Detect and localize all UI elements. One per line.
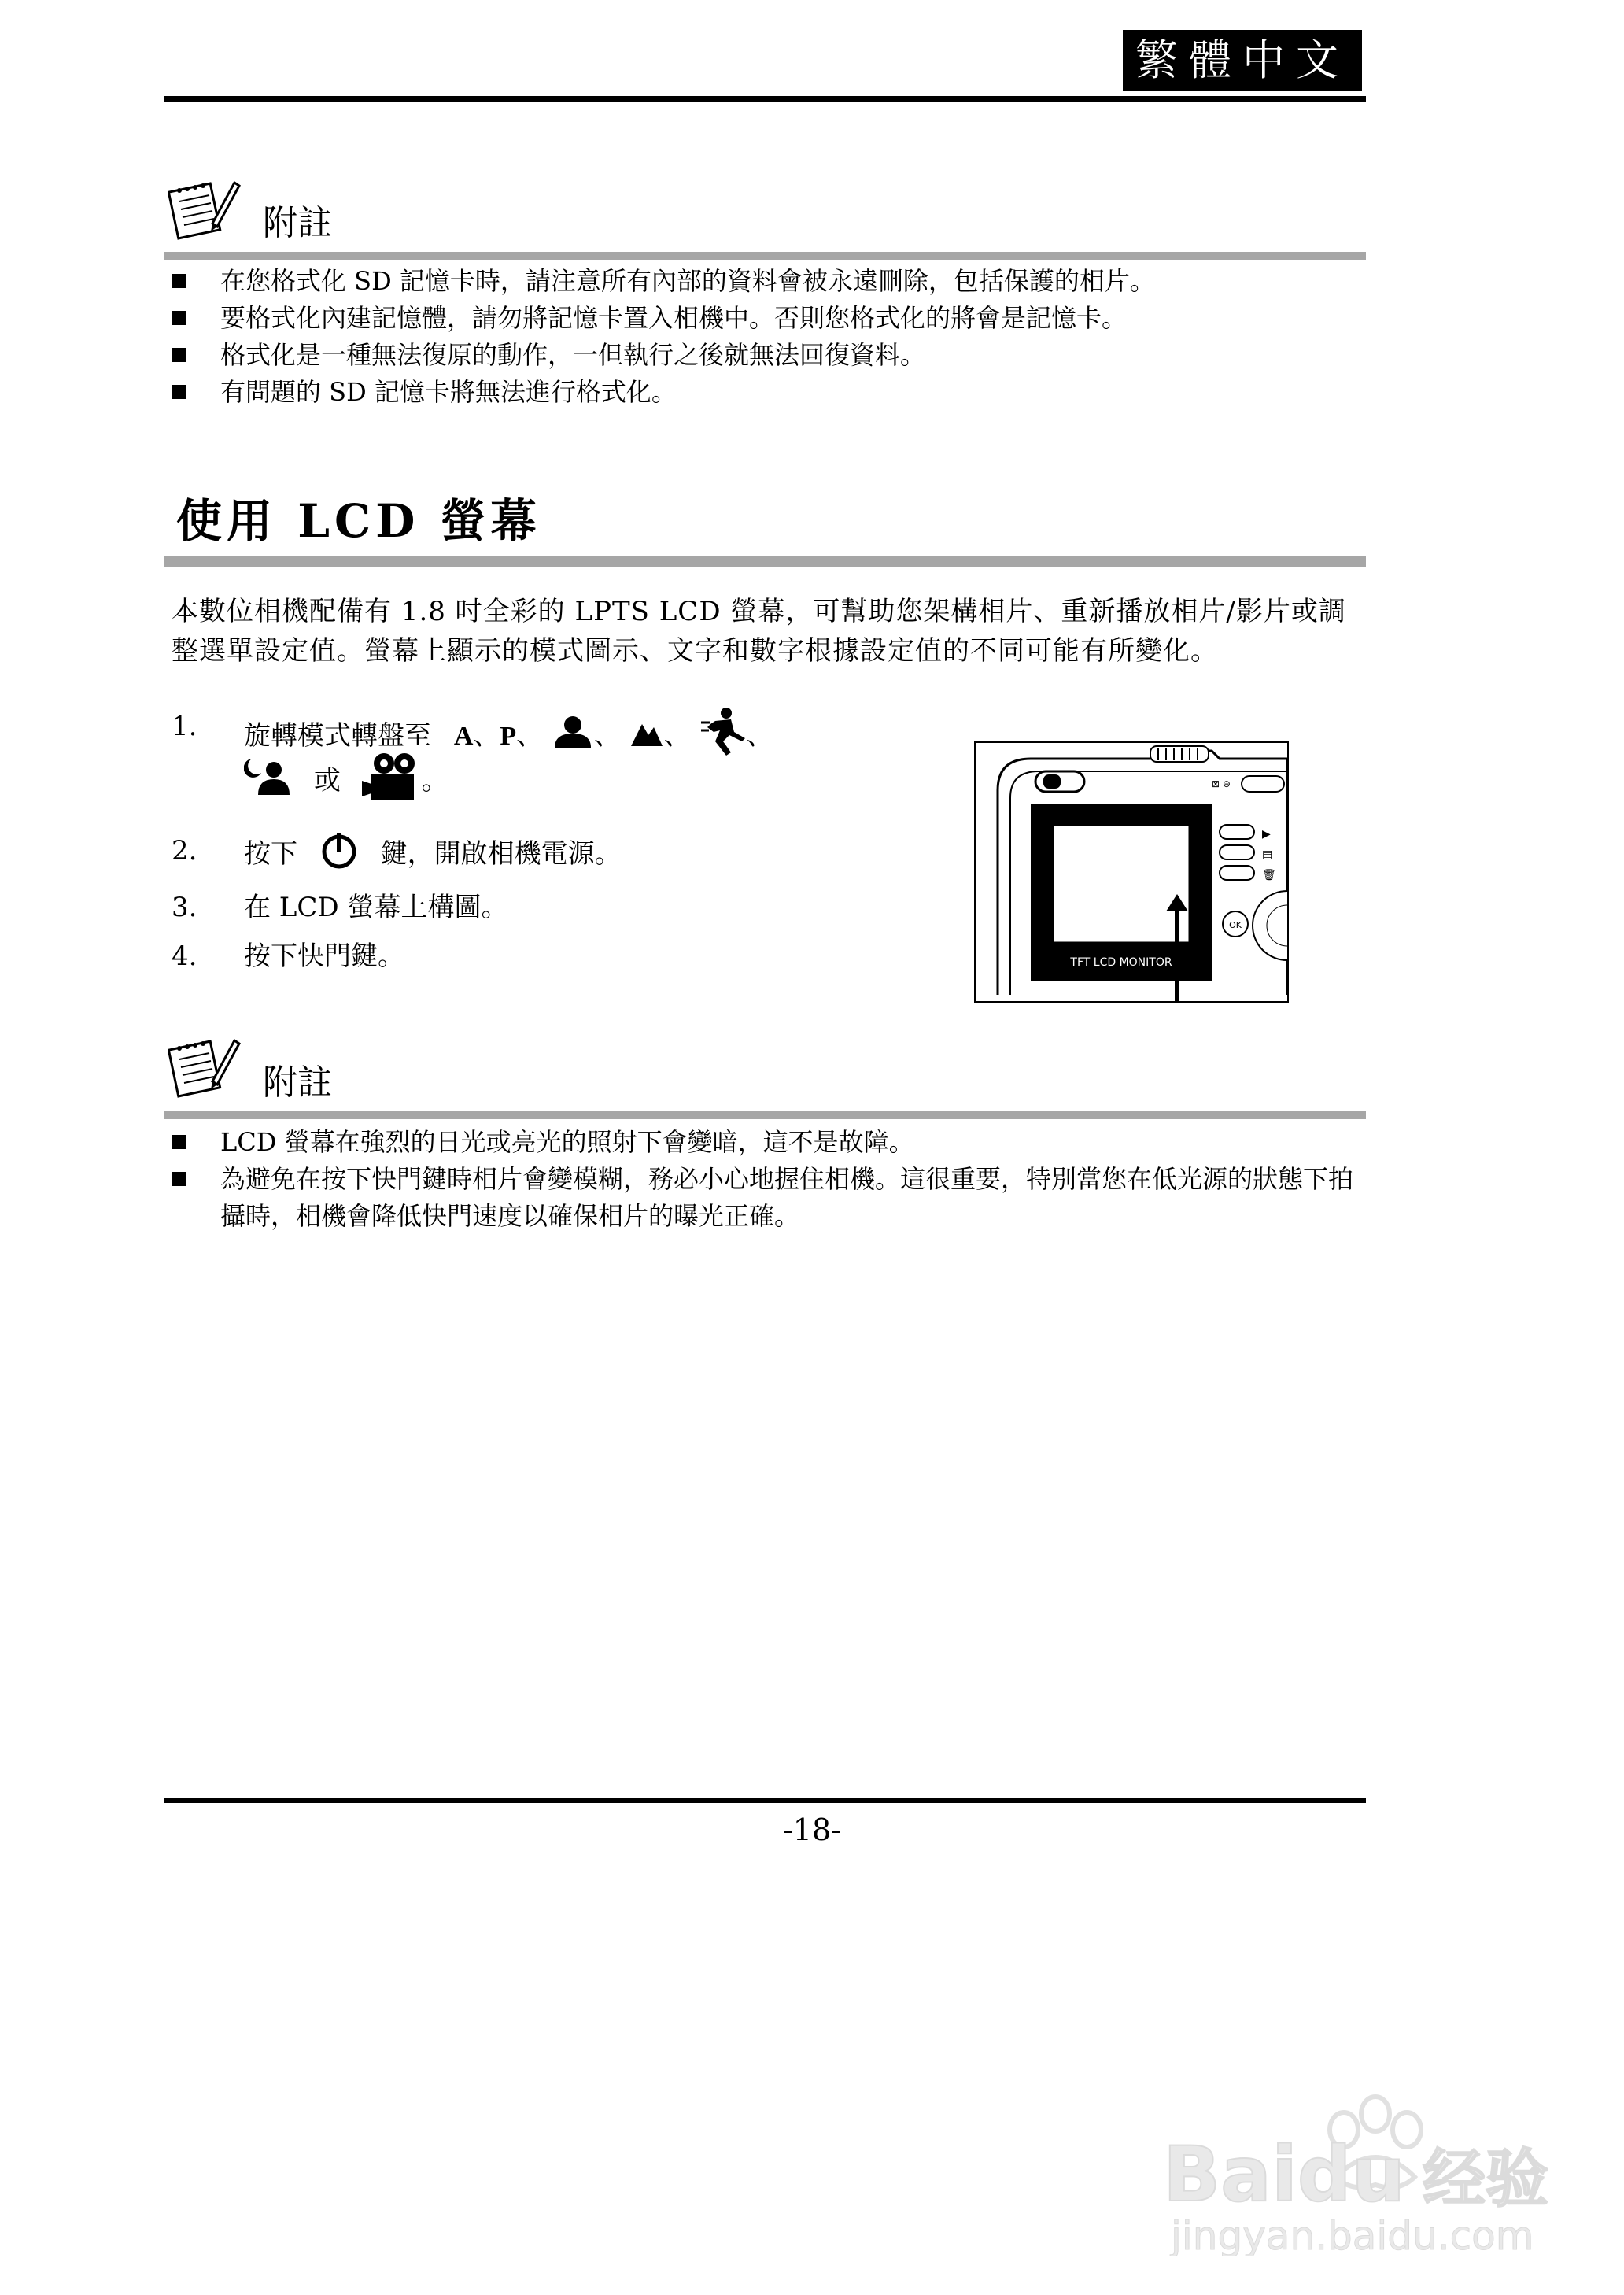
section-title: 使用 LCD 螢幕 — [176, 494, 541, 548]
page-number: -18- — [782, 1813, 842, 1847]
language-tab: 繁體中文 — [1123, 30, 1362, 91]
note-title: 附註 — [263, 1062, 332, 1103]
step-4: 4. 按下快門鍵。 — [172, 941, 404, 972]
note-title: 附註 — [263, 203, 332, 243]
svg-text:🗑: 🗑 — [1262, 869, 1276, 881]
note-rule — [164, 1111, 1366, 1119]
svg-text:▶: ▶ — [1262, 828, 1271, 841]
landscape-icon — [629, 716, 664, 759]
night-portrait-icon — [244, 757, 291, 808]
intro-paragraph: 本數位相機配備有 1.8 吋全彩的 LPTS LCD 螢幕，可幫助您架構相片、重新播放相片/影片或調整選單設定值。螢幕上顯示的模式圖示、文字和數字根據設定值的不同可能有所變化。 — [172, 596, 1346, 667]
footer-rule — [164, 1798, 1366, 1803]
header-rule — [164, 96, 1366, 102]
step-3: 3. 在 LCD 螢幕上構圖。 — [172, 892, 508, 923]
movie-icon — [360, 752, 422, 812]
portrait-icon — [552, 715, 594, 760]
svg-text:⊠ ⊖: ⊠ ⊖ — [1212, 778, 1231, 789]
note-rule — [164, 252, 1366, 260]
svg-text:Baidu: Baidu — [1163, 2131, 1405, 2219]
svg-text:经验: 经验 — [1423, 2142, 1548, 2216]
camera-illustration — [974, 741, 1289, 1003]
step-1: 1. 旋轉模式轉盤至 A、P、 、 、 、 或 。 — [172, 707, 1037, 793]
note-icon — [168, 175, 241, 247]
section-rule — [164, 556, 1366, 567]
step-2: 2. 按下 鍵，開啟相機電源。 — [172, 831, 880, 878]
note-icon — [168, 1033, 241, 1105]
svg-text:OK: OK — [1229, 920, 1242, 930]
svg-text:jingyan.baidu.com: jingyan.baidu.com — [1171, 2213, 1534, 2256]
camera-label: TFT LCD MONITOR — [1070, 956, 1172, 969]
watermark — [1163, 2075, 1572, 2256]
power-icon — [320, 831, 358, 880]
sport-icon — [699, 707, 747, 768]
svg-text:▤: ▤ — [1262, 848, 1273, 861]
